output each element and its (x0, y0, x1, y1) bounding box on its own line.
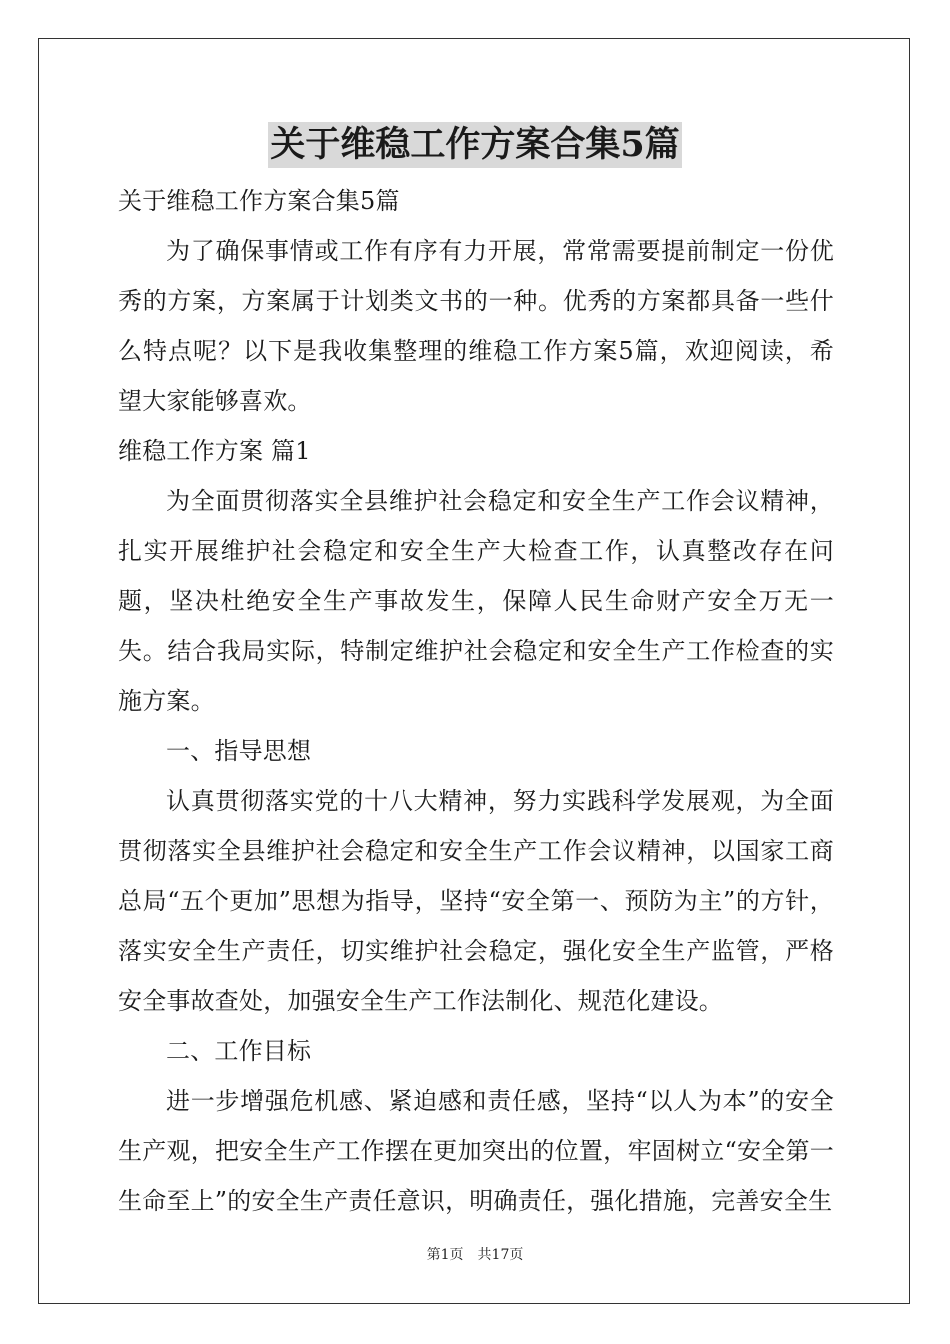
document-subtitle: 关于维稳工作方案合集5篇 (118, 187, 400, 215)
section-heading-work-goal: 二、工作目标 (166, 1037, 312, 1065)
body-paragraph: 进一步增强危机感、紧迫感和责任感，坚持“以人为本”的安全生产观，把安全生产工作摆在更加突出的位置，牢固树立“安全第一生命至上”的安全生产责任意识，明确责任，强化措施，完善安全生 (118, 1087, 834, 1215)
intro-paragraph: 为了确保事情或工作有序有力开展，常常需要提前制定一份优秀的方案，方案属于计划类文书的一种。优秀的方案都具备一些什么特点呢？以下是我收集整理的维稳工作方案5篇，欢迎阅读，希望大家能够喜欢。 (118, 237, 834, 415)
page-number: 第1页 (426, 1247, 464, 1263)
body-paragraph: 为全面贯彻落实全县维护社会稳定和安全生产工作会议精神，扎实开展维护社会稳定和安全生产大检查工作，认真整改存在问题，坚决杜绝安全生产事故发生，保障人民生命财产安全万无一失。结合我局实际，特制定维护社会稳定和安全生产工作检查的实施方案。 (118, 487, 834, 715)
document-body (118, 176, 834, 1226)
title-container (0, 122, 950, 168)
section-heading-guiding-thought: 一、指导思想 (166, 737, 312, 765)
section-heading-part1: 维稳工作方案 篇1 (118, 437, 311, 465)
page-footer (0, 1244, 950, 1264)
document-title: 关于维稳工作方案合集5篇 (268, 122, 681, 168)
body-paragraph: 认真贯彻落实党的十八大精神，努力实践科学发展观，为全面贯彻落实全县维护社会稳定和安全生产工作会议精神，以国家工商总局“五个更加”思想为指导，坚持“安全第一、预防为主”的方针，落实安全生产责任，切实维护社会稳定，强化安全生产监管，严格安全事故查处，加强安全生产工作法制化、规范化建设。 (118, 787, 834, 1015)
page-total: 共17页 (477, 1247, 524, 1263)
